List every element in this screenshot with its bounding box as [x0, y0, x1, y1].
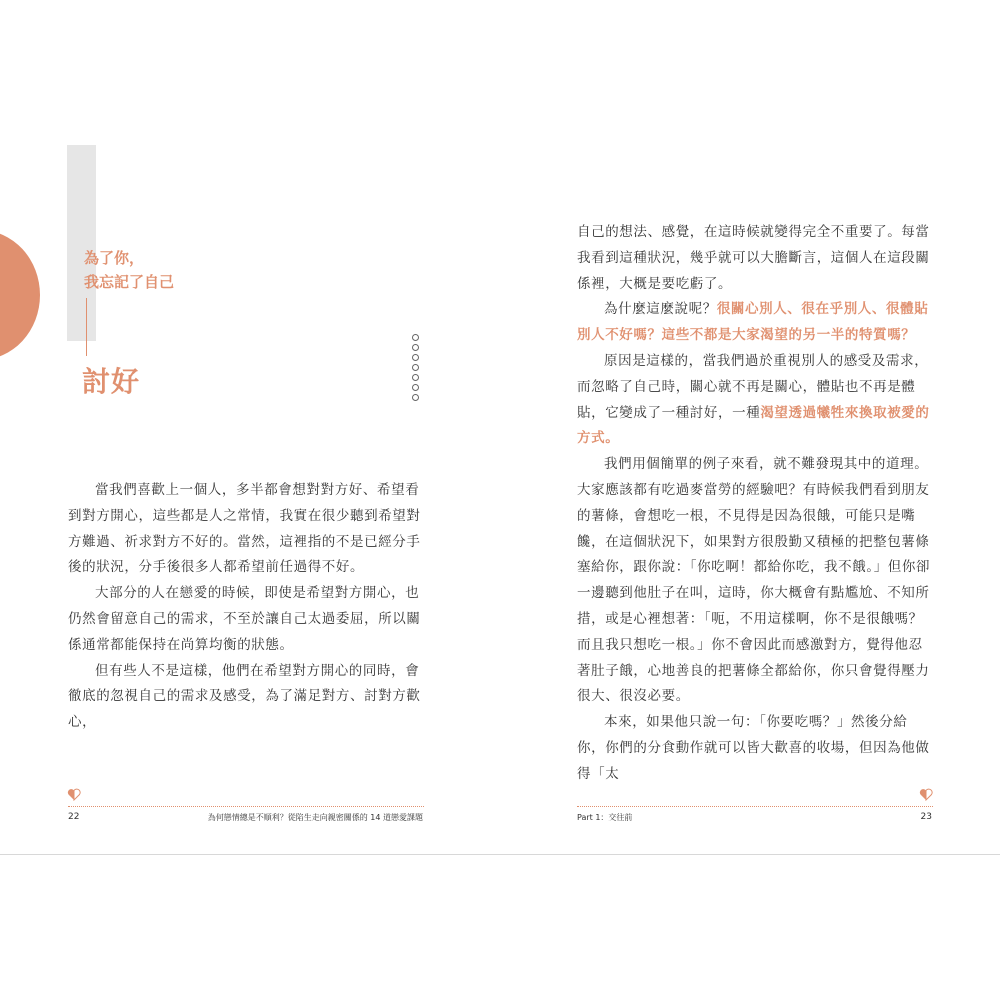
highlight-text: 渴望透過犧牲來換取被愛的方式。 [577, 404, 930, 447]
page-number-left: 22 [68, 812, 80, 822]
left-paragraph-1: 當我們喜歡上一個人，多半都會想對對方好、希望看到對方開心，這些都是人之常情，我實在很少聽到希望對方難過、祈求對方不好的。當然，這裡指的不是已經分手後的狀況，分手後很多人都希望前任過得不好。 [68, 482, 421, 576]
left-paragraph-3: 但有些人不是這樣，他們在希望對方開心的同時，會徹底的忽視自己的需求及感受，為了滿足對方、討對方歡心， [68, 662, 421, 731]
left-body-text [68, 478, 426, 736]
heart-icon [919, 788, 933, 801]
left-paragraph-2: 大部分的人在戀愛的時候，即使是希望對方開心，也仍然會留意自己的需求，不至於讓自己太過委屈，所以關係通常都能保持在尚算均衡的狀態。 [68, 585, 421, 653]
running-head-right: Part 1：交往前 [577, 813, 633, 822]
subtitle-line-1: 為了你， [84, 249, 145, 267]
chapter-title: 討好 [82, 365, 141, 398]
chapter-subtitle [84, 246, 244, 294]
right-paragraph-2 [577, 297, 935, 349]
decorative-circle [0, 230, 40, 360]
running-head-left: 為何戀情總是不順利？從陷生走向親密關係的 14 道戀愛課題 [207, 813, 423, 822]
right-footer-rule [577, 806, 933, 807]
right-paragraph-5: 本來，如果他只說一句：「你要吃嗎？」然後分給你，你們的分食動作就可以皆大歡喜的收場，但因為他做得「太 [577, 714, 930, 782]
heart-icon [67, 788, 81, 801]
highlight-text: 很關心別人、很在乎別人、很體貼別人不好嗎？這些不都是大家渴望的另一半的特質嗎？ [577, 301, 929, 344]
spread-bottom-rule [0, 854, 1000, 855]
decorative-bar [67, 145, 96, 341]
right-body-text [577, 220, 935, 788]
right-paragraph-3 [577, 349, 935, 452]
page-number-right: 23 [920, 812, 932, 822]
right-paragraph-3-text: 原因是這樣的，當我們過於重視別人的感受及需求，而忽略了自己時，關心就不再是關心，體貼也不再是體貼，它變成了一種討好，一種 [577, 352, 929, 421]
left-footer-rule [68, 806, 424, 807]
decorative-dots [412, 334, 422, 404]
title-divider [86, 298, 87, 356]
right-paragraph-4: 我們用個簡單的例子來看，就不難發現其中的道理。大家應該都有吃過麥當勞的經驗吧？有時候我們看到朋友的薯條，會想吃一根，不見得是因為很餓，可能只是嘴饞，在這個狀況下，如果對方很殷勤又積極的把整包薯條塞給你，跟你說：「你吃啊！都給你吃，我不餓。」但你卻一邊聽到他肚子在叫，這時，你大概會有點尷尬、不知所措，或是心裡想著：「呃，不用這樣啊，你不是很餓嗎？而且我只想吃一根。」你不會因此而感激對方，覺得他忍著肚子餓，心地善良的把薯條全都給你，你只會覺得壓力很大、很沒必要。 [577, 456, 931, 705]
subtitle-line-2: 我忘記了自己 [84, 273, 175, 291]
right-paragraph-2-text: 為什麼這麼說呢？ [604, 301, 717, 318]
right-paragraph-1: 自己的想法、感覺，在這時候就變得完全不重要了。每當我看到這種狀況，幾乎就可以大膽斷言，這個人在這段關係裡，大概是要吃虧了。 [577, 224, 930, 292]
